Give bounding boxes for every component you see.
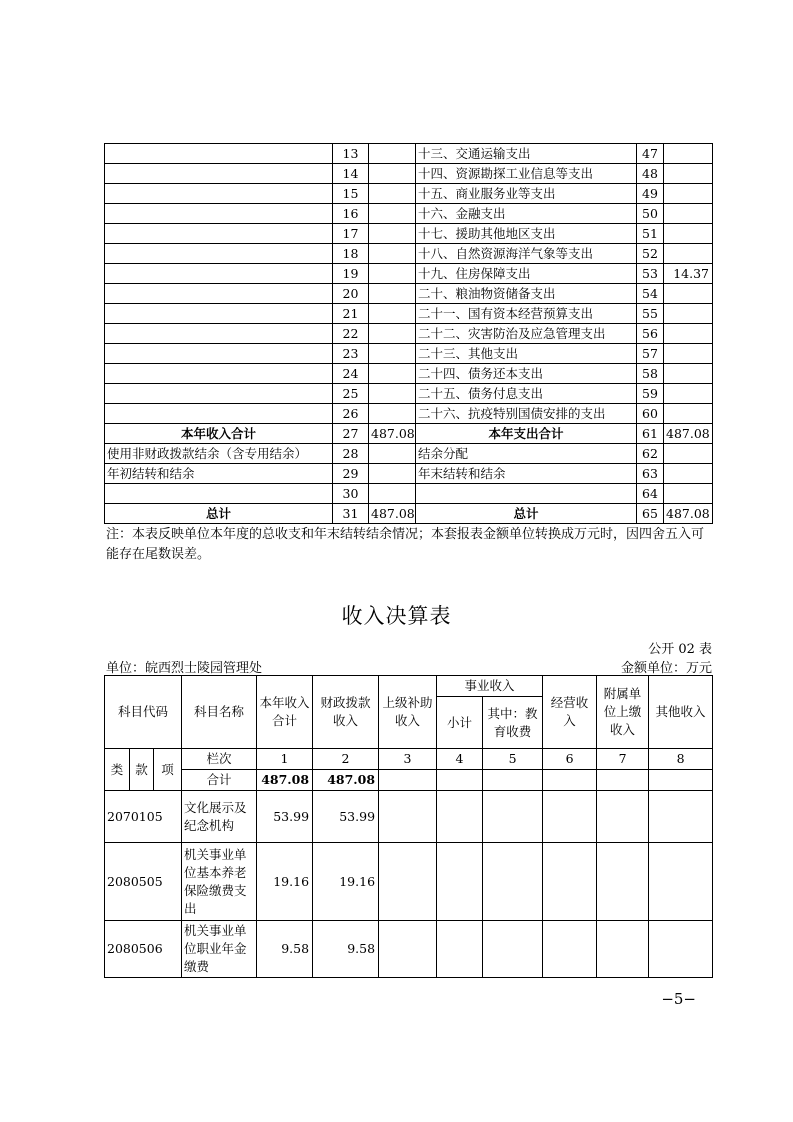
row-left-amount bbox=[369, 184, 416, 204]
header-xiang: 项 bbox=[154, 749, 182, 791]
row-right-no: 51 bbox=[637, 224, 664, 244]
table-row bbox=[105, 404, 713, 424]
row-left-label bbox=[105, 404, 333, 424]
row29-label: 年初结转和结余 bbox=[105, 464, 333, 484]
row-left-no: 21 bbox=[333, 304, 369, 324]
row-right-no: 58 bbox=[637, 364, 664, 384]
amount-unit-label: 金额单位：万元 bbox=[620, 661, 712, 676]
row-left-label bbox=[105, 344, 333, 364]
table-row bbox=[105, 843, 713, 921]
table-row bbox=[105, 304, 713, 324]
row-right-no: 59 bbox=[637, 384, 664, 404]
table-row bbox=[105, 364, 713, 384]
row-right-no: 47 bbox=[637, 144, 664, 164]
row-subject-code: 2080506 bbox=[105, 921, 182, 978]
row62-amount bbox=[664, 444, 713, 464]
row-right-amount bbox=[664, 364, 713, 384]
header-operating-income: 经营收入 bbox=[543, 676, 597, 749]
row-right-label: 二十三、其他支出 bbox=[416, 344, 637, 364]
header-lei: 类 bbox=[105, 749, 130, 791]
table-row bbox=[105, 164, 713, 184]
row-left-no: 26 bbox=[333, 404, 369, 424]
row63-no: 63 bbox=[637, 464, 664, 484]
column-number-3: 3 bbox=[379, 749, 437, 770]
row-subject-name: 机关事业单位基本养老保险缴费支出 bbox=[182, 843, 257, 921]
grand-total-no-left: 31 bbox=[333, 504, 369, 524]
row-left-label bbox=[105, 304, 333, 324]
row-right-label: 十八、自然资源海洋气象等支出 bbox=[416, 244, 637, 264]
page-number: −5− bbox=[661, 990, 696, 1008]
row29-amount bbox=[369, 464, 416, 484]
column-number-2: 2 bbox=[313, 749, 379, 770]
table-row bbox=[105, 244, 713, 264]
header-column-label: 栏次 bbox=[182, 749, 257, 770]
table-row bbox=[105, 204, 713, 224]
row-right-label: 十九、住房保障支出 bbox=[416, 264, 637, 284]
income-table-header bbox=[105, 676, 713, 791]
row62-no: 62 bbox=[637, 444, 664, 464]
table-row-grand-total bbox=[105, 504, 713, 524]
row-right-label: 十六、金融支出 bbox=[416, 204, 637, 224]
row-right-no: 54 bbox=[637, 284, 664, 304]
row-fiscal-income: 19.16 bbox=[313, 843, 379, 921]
section-title: 收入决算表 bbox=[341, 604, 452, 628]
row-left-no: 23 bbox=[333, 344, 369, 364]
row-right-no: 57 bbox=[637, 344, 664, 364]
grand-total-label-left: 总计 bbox=[105, 504, 333, 524]
row28-no: 28 bbox=[333, 444, 369, 464]
income-final-accounts-table bbox=[104, 675, 713, 978]
row-right-amount bbox=[664, 304, 713, 324]
table-row bbox=[105, 184, 713, 204]
expense-total-label: 本年支出合计 bbox=[416, 424, 637, 444]
row-left-amount bbox=[369, 224, 416, 244]
row-left-no: 24 bbox=[333, 364, 369, 384]
row64-label bbox=[416, 484, 637, 504]
expense-total-no: 61 bbox=[637, 424, 664, 444]
row28-label: 使用非财政拨款结余（含专用结余） bbox=[105, 444, 333, 464]
column-number-6: 6 bbox=[543, 749, 597, 770]
total-row-fiscal-income: 487.08 bbox=[313, 770, 379, 791]
table-row bbox=[105, 384, 713, 404]
row-left-label bbox=[105, 384, 333, 404]
row-left-amount bbox=[369, 284, 416, 304]
table-row-income-total bbox=[105, 424, 713, 444]
column-number-1: 1 bbox=[257, 749, 313, 770]
row-right-no: 53 bbox=[637, 264, 664, 284]
row62-label: 结余分配 bbox=[416, 444, 637, 464]
row-right-amount bbox=[664, 344, 713, 364]
row-left-label bbox=[105, 184, 333, 204]
column-number-8: 8 bbox=[649, 749, 713, 770]
header-row-1 bbox=[105, 676, 713, 697]
row-right-amount bbox=[664, 284, 713, 304]
expense-total-amount: 487.08 bbox=[664, 424, 713, 444]
row-right-label: 二十一、国有资本经营预算支出 bbox=[416, 304, 637, 324]
row-left-label bbox=[105, 204, 333, 224]
row-right-no: 52 bbox=[637, 244, 664, 264]
row-right-amount bbox=[664, 204, 713, 224]
income-total-label: 本年收入合计 bbox=[105, 424, 333, 444]
row-subject-name: 机关事业单位职业年金缴费 bbox=[182, 921, 257, 978]
row-left-amount bbox=[369, 144, 416, 164]
row-left-no: 17 bbox=[333, 224, 369, 244]
row-right-amount bbox=[664, 384, 713, 404]
row-left-amount bbox=[369, 404, 416, 424]
row-right-amount bbox=[664, 164, 713, 184]
row-left-no: 18 bbox=[333, 244, 369, 264]
total-row-label: 合计 bbox=[182, 770, 257, 791]
header-superior-subsidy: 上级补助收入 bbox=[379, 676, 437, 749]
row-right-label: 十五、商业服务业等支出 bbox=[416, 184, 637, 204]
row-right-amount bbox=[664, 144, 713, 164]
grand-total-amount-left: 487.08 bbox=[369, 504, 416, 524]
table-row-30 bbox=[105, 484, 713, 504]
table-note: 注：本表反映单位本年度的总收支和年末结转结余情况；本套报表金额单位转换成万元时，因四舍五入可能存在尾数误差。 bbox=[106, 527, 705, 562]
row-right-label: 二十四、债务还本支出 bbox=[416, 364, 637, 384]
row30-no: 30 bbox=[333, 484, 369, 504]
row64-no: 64 bbox=[637, 484, 664, 504]
row-left-no: 15 bbox=[333, 184, 369, 204]
row-left-label bbox=[105, 164, 333, 184]
row-left-amount bbox=[369, 264, 416, 284]
row-subject-name: 文化展示及纪念机构 bbox=[182, 791, 257, 843]
header-subject-code: 科目代码 bbox=[105, 676, 182, 749]
row-left-amount bbox=[369, 364, 416, 384]
row-right-no: 50 bbox=[637, 204, 664, 224]
header-subject-name: 科目名称 bbox=[182, 676, 257, 749]
row63-amount bbox=[664, 464, 713, 484]
row63-label: 年末结转和结余 bbox=[416, 464, 637, 484]
row-left-amount bbox=[369, 384, 416, 404]
header-kuan: 款 bbox=[130, 749, 154, 791]
row-left-no: 16 bbox=[333, 204, 369, 224]
row-right-no: 56 bbox=[637, 324, 664, 344]
row-left-label bbox=[105, 224, 333, 244]
row-right-amount bbox=[664, 404, 713, 424]
row-left-no: 13 bbox=[333, 144, 369, 164]
row-left-label bbox=[105, 264, 333, 284]
grand-total-no-right: 65 bbox=[637, 504, 664, 524]
table-row bbox=[105, 144, 713, 164]
row-subject-code: 2070105 bbox=[105, 791, 182, 843]
row-left-no: 19 bbox=[333, 264, 369, 284]
row-right-no: 48 bbox=[637, 164, 664, 184]
income-total-no: 27 bbox=[333, 424, 369, 444]
row-right-amount bbox=[664, 324, 713, 344]
row-left-amount bbox=[369, 324, 416, 344]
table-row bbox=[105, 921, 713, 978]
row-total-income: 53.99 bbox=[257, 791, 313, 843]
row-right-label: 二十六、抗疫特别国债安排的支出 bbox=[416, 404, 637, 424]
table-row bbox=[105, 344, 713, 364]
grand-total-label-right: 总计 bbox=[416, 504, 637, 524]
row-left-no: 14 bbox=[333, 164, 369, 184]
row-right-amount bbox=[664, 224, 713, 244]
row-left-label bbox=[105, 284, 333, 304]
header-affiliated-income: 附属单位上缴收入 bbox=[597, 676, 649, 749]
table-row bbox=[105, 284, 713, 304]
column-number-5: 5 bbox=[483, 749, 543, 770]
row-left-amount bbox=[369, 164, 416, 184]
row-total-income: 9.58 bbox=[257, 921, 313, 978]
header-education-fee: 其中：教育收费 bbox=[483, 697, 543, 749]
row64-amount bbox=[664, 484, 713, 504]
income-expense-summary-table bbox=[104, 143, 713, 524]
column-number-7: 7 bbox=[597, 749, 649, 770]
row-right-no: 55 bbox=[637, 304, 664, 324]
total-row-total-income: 487.08 bbox=[257, 770, 313, 791]
row-left-no: 20 bbox=[333, 284, 369, 304]
column-number-4: 4 bbox=[437, 749, 483, 770]
row-left-label bbox=[105, 324, 333, 344]
table-row bbox=[105, 264, 713, 284]
row-left-label bbox=[105, 144, 333, 164]
row-left-amount bbox=[369, 204, 416, 224]
row-right-label: 二十五、债务付息支出 bbox=[416, 384, 637, 404]
table-row bbox=[105, 324, 713, 344]
row-left-amount bbox=[369, 344, 416, 364]
grand-total-amount-right: 487.08 bbox=[664, 504, 713, 524]
row-right-no: 60 bbox=[637, 404, 664, 424]
row-total-income: 19.16 bbox=[257, 843, 313, 921]
header-total-income: 本年收入合计 bbox=[257, 676, 313, 749]
row30-label bbox=[105, 484, 333, 504]
unit-label: 单位：皖西烈士陵园管理处 bbox=[106, 661, 263, 676]
row-fiscal-income: 9.58 bbox=[313, 921, 379, 978]
table-row bbox=[105, 791, 713, 843]
row-left-label bbox=[105, 244, 333, 264]
table-row-29 bbox=[105, 464, 713, 484]
row-right-amount bbox=[664, 244, 713, 264]
header-other-income: 其他收入 bbox=[649, 676, 713, 749]
row-right-no: 49 bbox=[637, 184, 664, 204]
row-right-label: 二十、粮油物资储备支出 bbox=[416, 284, 637, 304]
income-table-body bbox=[105, 791, 713, 978]
row28-amount bbox=[369, 444, 416, 464]
row-right-label: 十七、援助其他地区支出 bbox=[416, 224, 637, 244]
row-left-no: 22 bbox=[333, 324, 369, 344]
row-left-no: 25 bbox=[333, 384, 369, 404]
table-row-total bbox=[105, 770, 713, 791]
header-business-income: 事业收入 bbox=[437, 676, 543, 697]
row29-no: 29 bbox=[333, 464, 369, 484]
summary-table-totals bbox=[105, 424, 713, 524]
summary-table-body bbox=[105, 144, 713, 424]
form-number: 公开 02 表 bbox=[648, 642, 712, 657]
row-right-label: 十三、交通运输支出 bbox=[416, 144, 637, 164]
header-row-columns bbox=[105, 749, 713, 770]
row-subject-code: 2080505 bbox=[105, 843, 182, 921]
row-left-label bbox=[105, 364, 333, 384]
row-left-amount bbox=[369, 244, 416, 264]
row-right-label: 十四、资源勘探工业信息等支出 bbox=[416, 164, 637, 184]
row-right-label: 二十二、灾害防治及应急管理支出 bbox=[416, 324, 637, 344]
table-row bbox=[105, 224, 713, 244]
row-fiscal-income: 53.99 bbox=[313, 791, 379, 843]
header-subtotal: 小计 bbox=[437, 697, 483, 749]
row-right-amount bbox=[664, 184, 713, 204]
row-right-amount: 14.37 bbox=[664, 264, 713, 284]
header-fiscal-income: 财政拨款收入 bbox=[313, 676, 379, 749]
row30-amount bbox=[369, 484, 416, 504]
income-total-amount: 487.08 bbox=[369, 424, 416, 444]
row-left-amount bbox=[369, 304, 416, 324]
table-row-28 bbox=[105, 444, 713, 464]
